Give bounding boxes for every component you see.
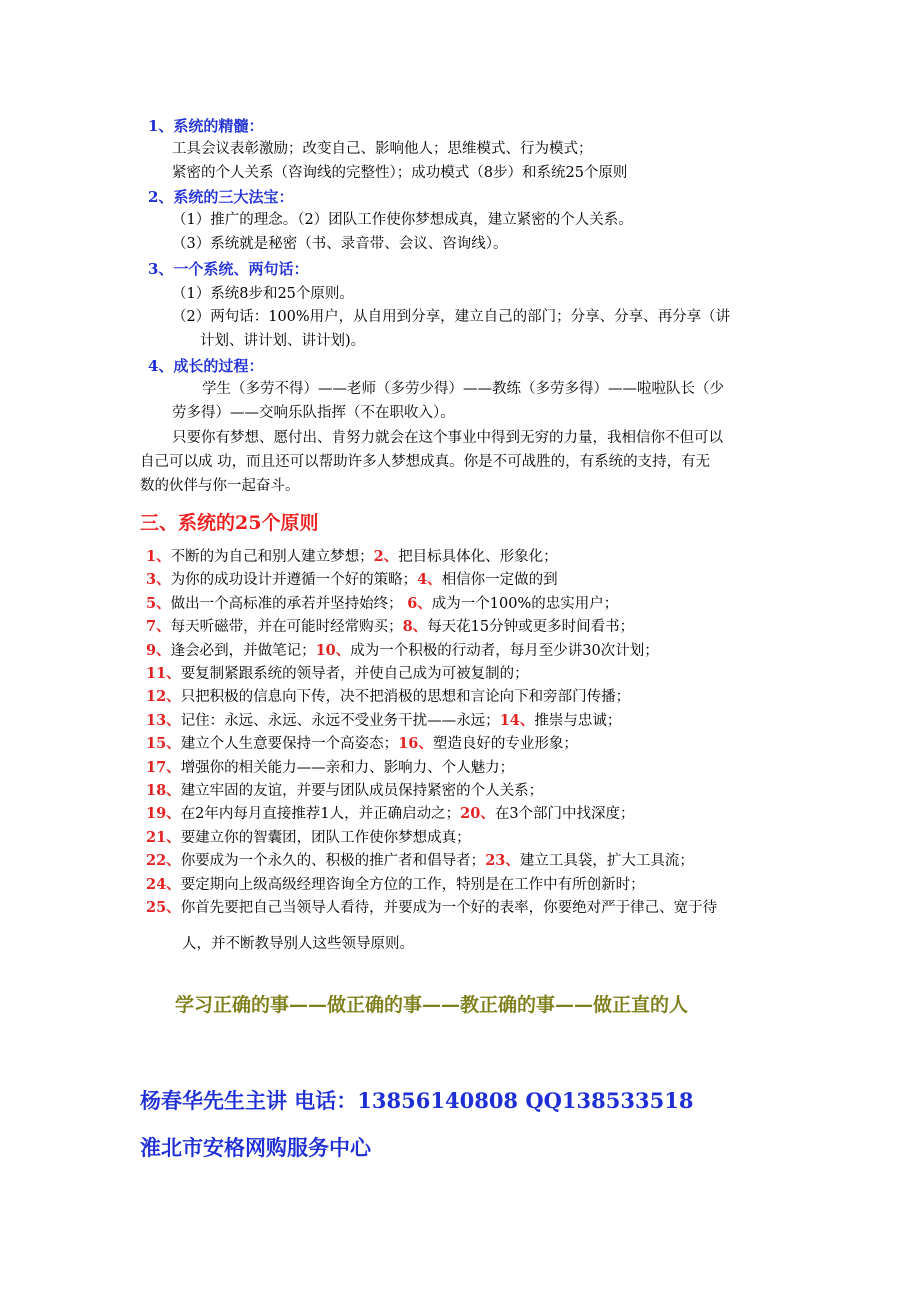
section2-line-2: （3）系统就是秘密（书、录音带、会议、咨询线）。 <box>172 236 508 252</box>
principle-row <box>146 617 634 637</box>
footer-organization: 淮北市安格网购服务中心 <box>140 1135 371 1160</box>
section3-line-2: （2）两句话：100%用户，从自用到分享，建立自己的部门；分享、分享、再分享（讲 <box>172 309 731 325</box>
principle-row <box>146 781 543 801</box>
principle-number: 12、 <box>146 688 181 705</box>
principle-row <box>146 875 645 895</box>
principle-row <box>146 734 578 754</box>
section1-line-2: 紧密的个人关系（咨询线的完整性）；成功模式（8步）和系统25个原则 <box>172 165 628 181</box>
principle-text: 推崇与忠诚； <box>534 713 622 729</box>
principle-number: 2、 <box>373 548 399 565</box>
principle-row <box>146 711 621 731</box>
principle-text: 每天花15分钟或更多时间看书； <box>427 619 635 635</box>
section3-line-1: （1）系统8步和25个原则。 <box>172 286 354 302</box>
section4-heading: 4、成长的过程： <box>148 357 264 375</box>
principle-text: 建立工具袋，扩大工具流； <box>519 853 694 869</box>
principle-text: 每天听磁带，并在可能时经常购买； <box>170 619 403 635</box>
principle-number: 22、 <box>146 852 181 869</box>
principle-number: 25、 <box>146 899 181 916</box>
principle-row <box>146 804 635 824</box>
principle-number: 14、 <box>499 712 535 729</box>
principle-number: 24、 <box>146 876 181 893</box>
principle-25-continuation: 人，并不断教导别人这些领导原则。 <box>182 936 414 952</box>
principle-number: 18、 <box>146 782 181 799</box>
principle-number: 4、 <box>417 571 442 588</box>
principle-text: 在2年内每月直接推荐1人，并正确启动之； <box>180 806 461 822</box>
motto: 学习正确的事——做正确的事——教正确的事——做正直的人 <box>175 994 689 1016</box>
section4-line-1: 学生（多劳不得）——老师（多劳少得）——教练（多劳多得）——啦啦队长（少 <box>202 381 724 397</box>
principle-number: 5、 <box>146 595 171 612</box>
principle-row <box>146 851 694 871</box>
principle-text: 为你的成功设计并遵循一个好的策略； <box>170 572 418 588</box>
principle-row <box>146 594 618 614</box>
section4-line-2: 劳多得）——交响乐队指挥（不在职收入）。 <box>172 405 455 421</box>
principle-text: 逢会必到，并做笔记； <box>170 643 316 659</box>
principle-text: 建立个人生意要保持一个高姿态； <box>180 736 399 752</box>
principle-row <box>146 664 529 684</box>
principle-number: 1、 <box>146 548 171 565</box>
principle-text: 建立牢固的友谊，并要与团队成员保持紧密的个人关系； <box>180 783 544 799</box>
paragraph-line-1: 只要你有梦想、愿付出、肯努力就会在这个事业中得到无穷的力量，我相信你不但可以 <box>172 430 723 446</box>
principle-text: 做出一个高标准的承若并坚持始终； <box>170 596 408 612</box>
principle-number: 17、 <box>146 759 181 776</box>
principle-number: 20、 <box>460 805 495 822</box>
principle-row <box>146 687 630 707</box>
principle-text: 你首先要把自己当领导人看待，并要成为一个好的表率，你要绝对严于律己、宽于待 <box>180 900 718 916</box>
principle-number: 7、 <box>146 618 171 635</box>
principle-text: 要定期向上级高级经理咨询全方位的工作，特别是在工作中有所创新时； <box>180 877 645 893</box>
principle-text: 你要成为一个永久的、积极的推广者和倡导者； <box>180 853 486 869</box>
section3-line-3: 计划、讲计划、讲计划)。 <box>200 333 366 349</box>
principle-row <box>146 570 558 590</box>
principle-number: 9、 <box>146 642 171 659</box>
section2-heading: 2、系统的三大法宝： <box>148 188 294 206</box>
principle-number: 13、 <box>146 712 181 729</box>
principle-number: 21、 <box>146 829 181 846</box>
principles-heading: 三、系统的25个原则 <box>140 512 319 534</box>
principle-text: 塑造良好的专业形象； <box>432 736 578 752</box>
footer-contact: 杨春华先生主讲 电话：13856140808 QQ138533518 <box>140 1088 694 1113</box>
principle-number: 23、 <box>485 852 520 869</box>
paragraph-line-3: 数的伙伴与你一起奋斗。 <box>140 478 300 494</box>
principle-row <box>146 828 471 848</box>
principle-row <box>146 898 717 918</box>
principle-row <box>146 758 514 778</box>
section1-heading: 1、系统的精髓： <box>148 117 264 135</box>
principle-number: 19、 <box>146 805 181 822</box>
principle-text: 成为一个积极的行动者，每月至少讲30次计划； <box>350 643 659 659</box>
principle-text: 要复制紧跟系统的领导者，并使自己成为可被复制的； <box>180 666 529 682</box>
paragraph-line-2: 自己可以成 功，而且还可以帮助许多人梦想成真。你是不可战胜的，有系统的支持，有无 <box>140 454 711 470</box>
principle-number: 10、 <box>315 642 351 659</box>
principle-text: 相信你一定做的到 <box>441 572 558 588</box>
principle-number: 11、 <box>146 665 181 682</box>
principle-number: 3、 <box>146 571 171 588</box>
principle-text: 要建立你的智囊团，团队工作使你梦想成真； <box>180 830 471 846</box>
principle-text: 增强你的相关能力——亲和力、影响力、个人魅力； <box>180 760 515 776</box>
principle-text: 不断的为自己和别人建立梦想； <box>170 549 374 565</box>
principle-number: 15、 <box>146 735 181 752</box>
principle-text: 在3个部门中找深度； <box>494 806 635 822</box>
principle-number: 6、 <box>407 595 432 612</box>
section1-line-1: 工具会议表彰激励；改变自己、影响他人；思维模式、行为模式； <box>172 141 593 157</box>
principle-number: 16、 <box>398 735 433 752</box>
principle-text: 记住：永远、永远、永远不受业务干扰——永远； <box>180 713 500 729</box>
section3-heading: 3、一个系统、两句话： <box>148 260 309 278</box>
principle-number: 8、 <box>402 618 428 635</box>
principle-row <box>146 641 659 661</box>
section2-line-1: （1）推广的理念。（2）团队工作使你梦想成真，建立紧密的个人关系。 <box>172 212 633 228</box>
principle-text: 把目标具体化、形象化； <box>398 549 558 565</box>
principle-text: 成为一个100%的忠实用户； <box>431 596 619 612</box>
principle-row <box>146 547 558 567</box>
principle-text: 只把积极的信息向下传，决不把消极的思想和言论向下和旁部门传播； <box>180 689 631 705</box>
